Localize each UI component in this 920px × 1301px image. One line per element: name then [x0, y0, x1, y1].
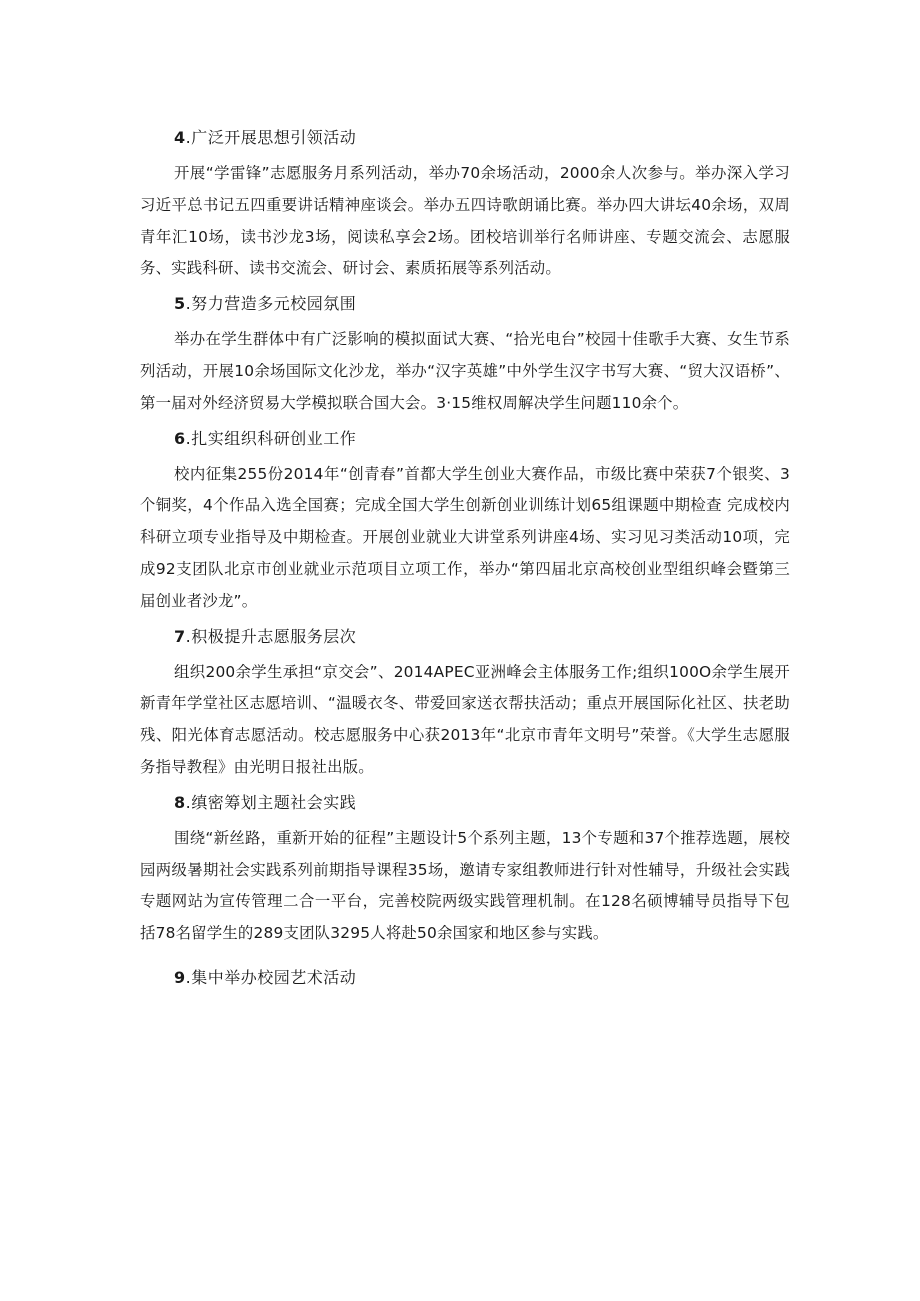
- document-body: [140, 122, 790, 998]
- section-number: 6: [174, 428, 186, 448]
- section-title: .集中举办校园艺术活动: [185, 967, 357, 987]
- section-heading-7: [140, 621, 790, 653]
- section-heading-8: [140, 787, 790, 819]
- section-number: 8: [174, 792, 186, 812]
- section-paragraph-6: 校内征集255份2014年“创青春”首都大学生创业大赛作品，市级比赛中荣获7个银奖、3个铜奖，4个作品入选全国赛；完成全国大学生创新创业训练计划65组课题中期检查 完成校内科研立项专业指导及中期检查。开展创业就业大讲堂系列讲座4场、实习见习类活动10项，完成92支团队北京市创业就业示范项目立项工作，举办“第四届北京高校创业型组织峰会暨第三届创业者沙龙”。: [140, 464, 790, 610]
- section-paragraph-7: 组织200余学生承担“京交会”、2014APEC亚洲峰会主体服务工作;组织100O余学生展开新青年学堂社区志愿培训、“温暖衣冬、带爱回家送衣帮扶活动；重点开展国际化社区、扶老助残、阳光体育志愿活动。校志愿服务中心获2013年“北京市青年文明号”荣誉。《大学生志愿服务指导教程》由光明日报社出版。: [140, 662, 790, 776]
- section-paragraph-8: 围绕“新丝路，重新开始的征程”主题设计5个系列主题，13个专题和37个推荐选题，展校园两级暑期社会实践系列前期指导课程35场，邀请专家组教师进行针对性辅导，升级社会实践专题网站为宣传管理二合一平台，完善校院两级实践管理机制。在128名硕博辅导员指导下包括78名留学生的289支团队3295人将赴50余国家和地区参与实践。: [140, 828, 790, 943]
- section-title: .扎实组织科研创业工作: [185, 428, 357, 448]
- section-number: 5: [174, 294, 186, 314]
- section-title: .缜密筹划主题社会实践: [185, 792, 357, 812]
- section-number: 7: [174, 626, 186, 646]
- section-heading-5: [140, 288, 790, 320]
- section-title: .努力营造多元校园氛围: [185, 294, 357, 314]
- section-heading-9: [140, 962, 790, 994]
- section-heading-4: [140, 122, 790, 154]
- section-title: .积极提升志愿服务层次: [185, 626, 357, 646]
- section-title: .广泛开展思想引领活动: [185, 128, 357, 147]
- section-paragraph-5: 举办在学生群体中有广泛影响的模拟面试大赛、“拾光电台”校园十佳歌手大赛、女生节系列活动，开展10余场国际文化沙龙，举办“汉字英雄”中外学生汉字书写大赛、“贸大汉语桥”、第一届对外经济贸易大学模拟联合国大会。3·15维权周解决学生问题110余个。: [140, 330, 790, 412]
- section-heading-6: [140, 423, 790, 455]
- section-number: 9: [174, 967, 186, 987]
- section-paragraph-4: 开展“学雷锋”志愿服务月系列活动，举办70余场活动，2000余人次参与。举办深入学习习近平总书记五四重要讲话精神座谈会。举办五四诗歌朗诵比赛。举办四大讲坛40余场，双周青年汇10场，读书沙龙3场，阅读私享会2场。团校培训举行名师讲座、专题交流会、志愿服务、实践科研、读书交流会、研讨会、素质拓展等系列活动。: [140, 164, 790, 278]
- section-number: 4: [174, 128, 186, 147]
